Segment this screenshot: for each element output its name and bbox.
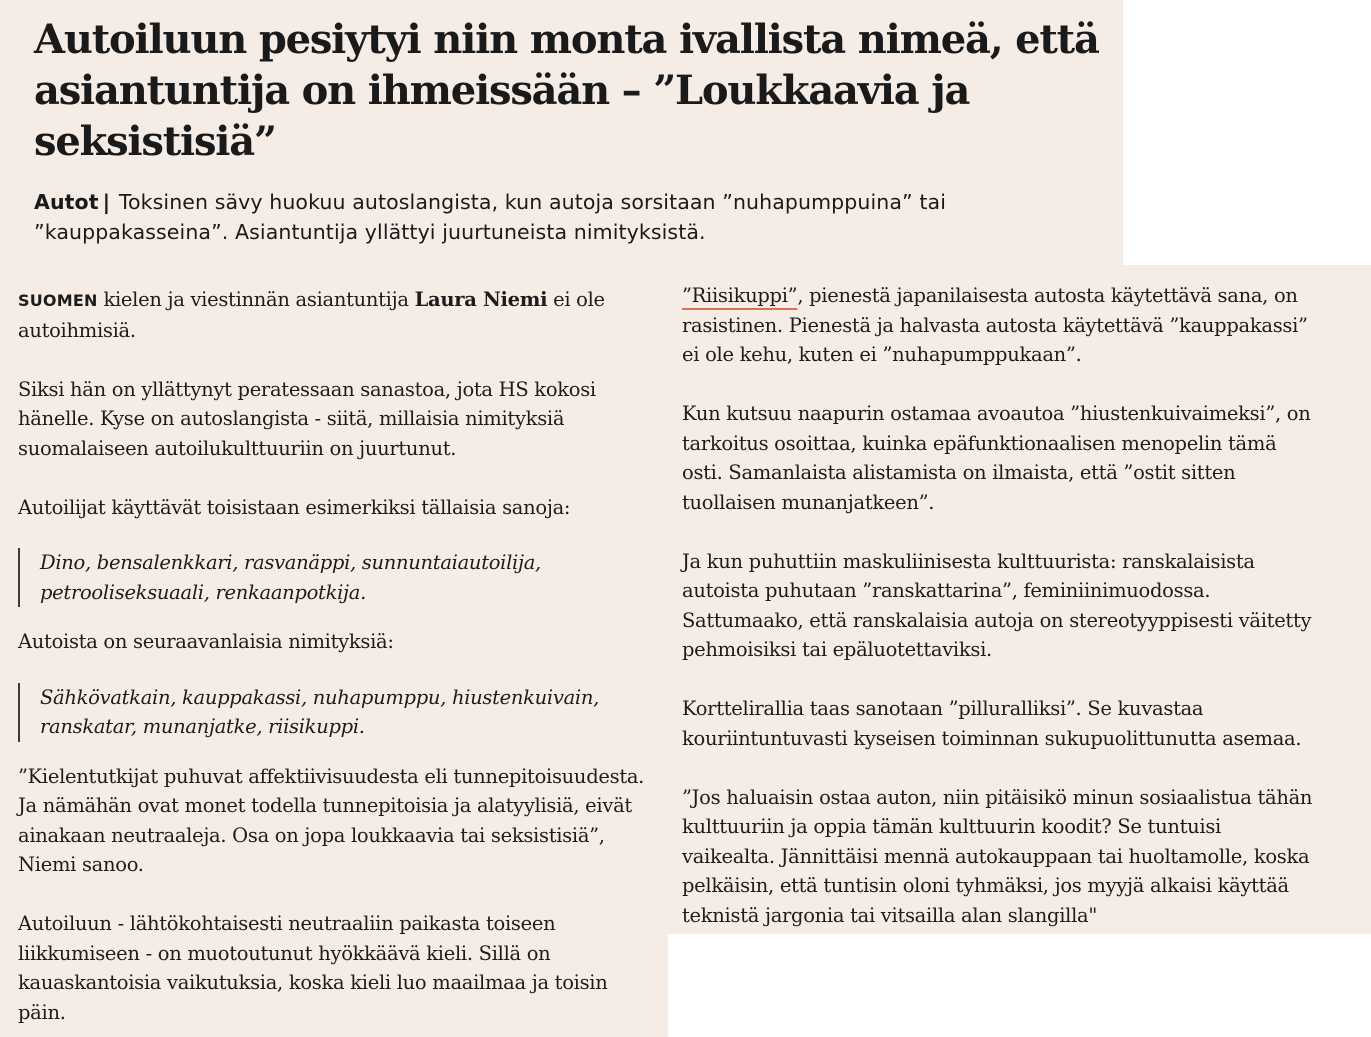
body-text: päin. bbox=[18, 1000, 66, 1024]
body-text: , pienestä japanilaisesta autosta käytettävä sana, on bbox=[797, 284, 1298, 307]
body-text: Ja kun puhuttiin maskuliinisesta kulttuurista: ranskalaisista bbox=[682, 549, 1255, 573]
left-column bbox=[0, 265, 668, 1037]
quote-text: petrooliseksuaali, renkaanpotkija. bbox=[40, 580, 367, 604]
body-text: teknistä jargonia tai vitsailla alan slangilla" bbox=[682, 903, 1098, 927]
body-paragraph bbox=[682, 783, 1351, 931]
body-paragraph bbox=[18, 627, 668, 657]
body-text: Autoista on seuraavanlaisia nimityksiä: bbox=[18, 630, 394, 653]
body-text: Ja nämähän ovat monet todella tunnepitoisia ja alatyylisiä, eivät bbox=[18, 794, 632, 817]
body-paragraph bbox=[682, 547, 1351, 665]
body-paragraph bbox=[682, 399, 1351, 517]
body-text: Autoiluun - lähtökohtaisesti neutraaliin paikasta toiseen bbox=[18, 912, 556, 935]
body-text: Autoilijat käyttävät toisistaan esimerkiksi tällaisia sanoja: bbox=[18, 495, 571, 519]
body-text: vaikealta. Jännittäisi mennä autokauppaan tai huoltamolle, koska bbox=[682, 844, 1310, 868]
headline-line: Autoiluun pesiytyi niin monta ivallista nimeä, että bbox=[34, 16, 1099, 63]
headline bbox=[34, 14, 1103, 167]
quote-text: ranskatar, munanjatke, riisikuppi. bbox=[40, 715, 365, 738]
lead-text: ”kauppakasseina”. Asiantuntija yllättyi juurtuneista nimityksistä. bbox=[34, 220, 706, 244]
article-header bbox=[0, 0, 1123, 265]
body-text: tuollaisen munanjatkeen”. bbox=[682, 490, 935, 514]
body-text: ”Kielentutkijat puhuvat affektiivisuudesta eli tunnepitoisuudesta. bbox=[18, 764, 645, 788]
body-text: pehmoisiksi tai epäluotettaviksi. bbox=[682, 638, 992, 661]
person-name: Laura Niemi bbox=[414, 288, 548, 311]
body-text: liikkumiseen - on muotoutunut hyökkäävä kieli. Sillä on bbox=[18, 941, 551, 965]
body-paragraph bbox=[18, 493, 668, 523]
word-list-quote bbox=[18, 548, 668, 607]
body-text: ”Jos haluaisin ostaa auton, niin pitäisikö minun sosiaalistua tähän bbox=[682, 785, 1313, 809]
body-paragraph bbox=[18, 375, 668, 464]
quote-text: Sähkövatkain, kauppakassi, nuhapumppu, hiustenkuivain, bbox=[40, 685, 599, 709]
body-text: ei ole bbox=[547, 288, 605, 311]
word-list-quote bbox=[18, 683, 668, 742]
spellcheck-underlined-word: ”Riisikuppi” bbox=[682, 284, 798, 307]
body-text: ei ole kehu, kuten ei ”nuhapumppukaan”. bbox=[682, 343, 1082, 366]
body-text: suomalaiseen autoilukulttuuriin on juurtunut. bbox=[18, 436, 457, 460]
body-text: autoihmisiä. bbox=[18, 318, 136, 342]
lead-paragraph bbox=[34, 187, 1103, 247]
body-text: kulttuuriin ja oppia tämän kulttuurin koodit? Se tuntuisi bbox=[682, 815, 1221, 838]
body-text: Kun kutsuu naapurin ostamaa avoautoa ”hiustenkuivaimeksi”, on bbox=[682, 402, 1311, 425]
body-paragraph bbox=[18, 285, 668, 345]
kicker-separator: | bbox=[102, 190, 111, 214]
body-text: kouriintuntuvasti kyseisen toiminnan sukupuolittunutta asemaa. bbox=[682, 726, 1302, 750]
body-text: ainakaan neutraaleja. Osa on jopa loukkaavia tai seksistisiä”, bbox=[18, 823, 605, 847]
body-text: Korttelirallia taas sanotaan ”pilluralliksi”. Se kuvastaa bbox=[682, 697, 1204, 720]
body-text: hänelle. Kyse on autoslangista - siitä, millaisia nimityksiä bbox=[18, 407, 565, 430]
body-text: tarkoitus osoittaa, kuinka epäfunktionaalisen menopelin tämä bbox=[682, 431, 1277, 455]
body-text: autoista puhutaan ”ranskattarina”, feminiinimuodossa. bbox=[682, 579, 1211, 602]
body-paragraph bbox=[18, 762, 668, 880]
body-text: kauaskantoisia vaikutuksia, koska kieli luo maailmaa ja toisin bbox=[18, 971, 608, 994]
section-kicker[interactable]: Autot bbox=[34, 190, 99, 214]
dropcap-word: SUOMEN bbox=[18, 291, 98, 310]
right-column bbox=[668, 265, 1371, 934]
lead-text: Toksinen sävy huokuu autoslangista, kun autoja sorsitaan ”nuhapumppuina” tai bbox=[118, 190, 946, 214]
headline-line: asiantuntija on ihmeissään – ”Loukkaavia ja bbox=[34, 67, 970, 114]
body-text: Siksi hän on yllättynyt peratessaan sanastoa, jota HS kokosi bbox=[18, 377, 596, 401]
body-text: Sattumaako, että ranskalaisia autoja on stereotyyppisesti väitetty bbox=[682, 608, 1312, 632]
body-paragraph bbox=[682, 281, 1351, 370]
quote-text: Dino, bensalenkkari, rasvanäppi, sunnuntaiautoilija, bbox=[40, 551, 541, 574]
body-text: kielen ja viestinnän asiantuntija bbox=[97, 288, 415, 311]
body-paragraph bbox=[682, 694, 1351, 753]
body-text: rasistinen. Pienestä ja halvasta autosta käytettävä ”kauppakassi” bbox=[682, 313, 1308, 337]
body-text: Niemi sanoo. bbox=[18, 853, 144, 876]
body-text: pelkäisin, että tuntisin oloni tyhmäksi, jos myyjä alkaisi käyttää bbox=[682, 874, 1289, 897]
headline-line: seksistisiä” bbox=[34, 118, 276, 165]
body-text: osti. Samanlaista alistamista on ilmaista, että ”ostit sitten bbox=[682, 461, 1236, 484]
body-paragraph bbox=[18, 909, 668, 1027]
